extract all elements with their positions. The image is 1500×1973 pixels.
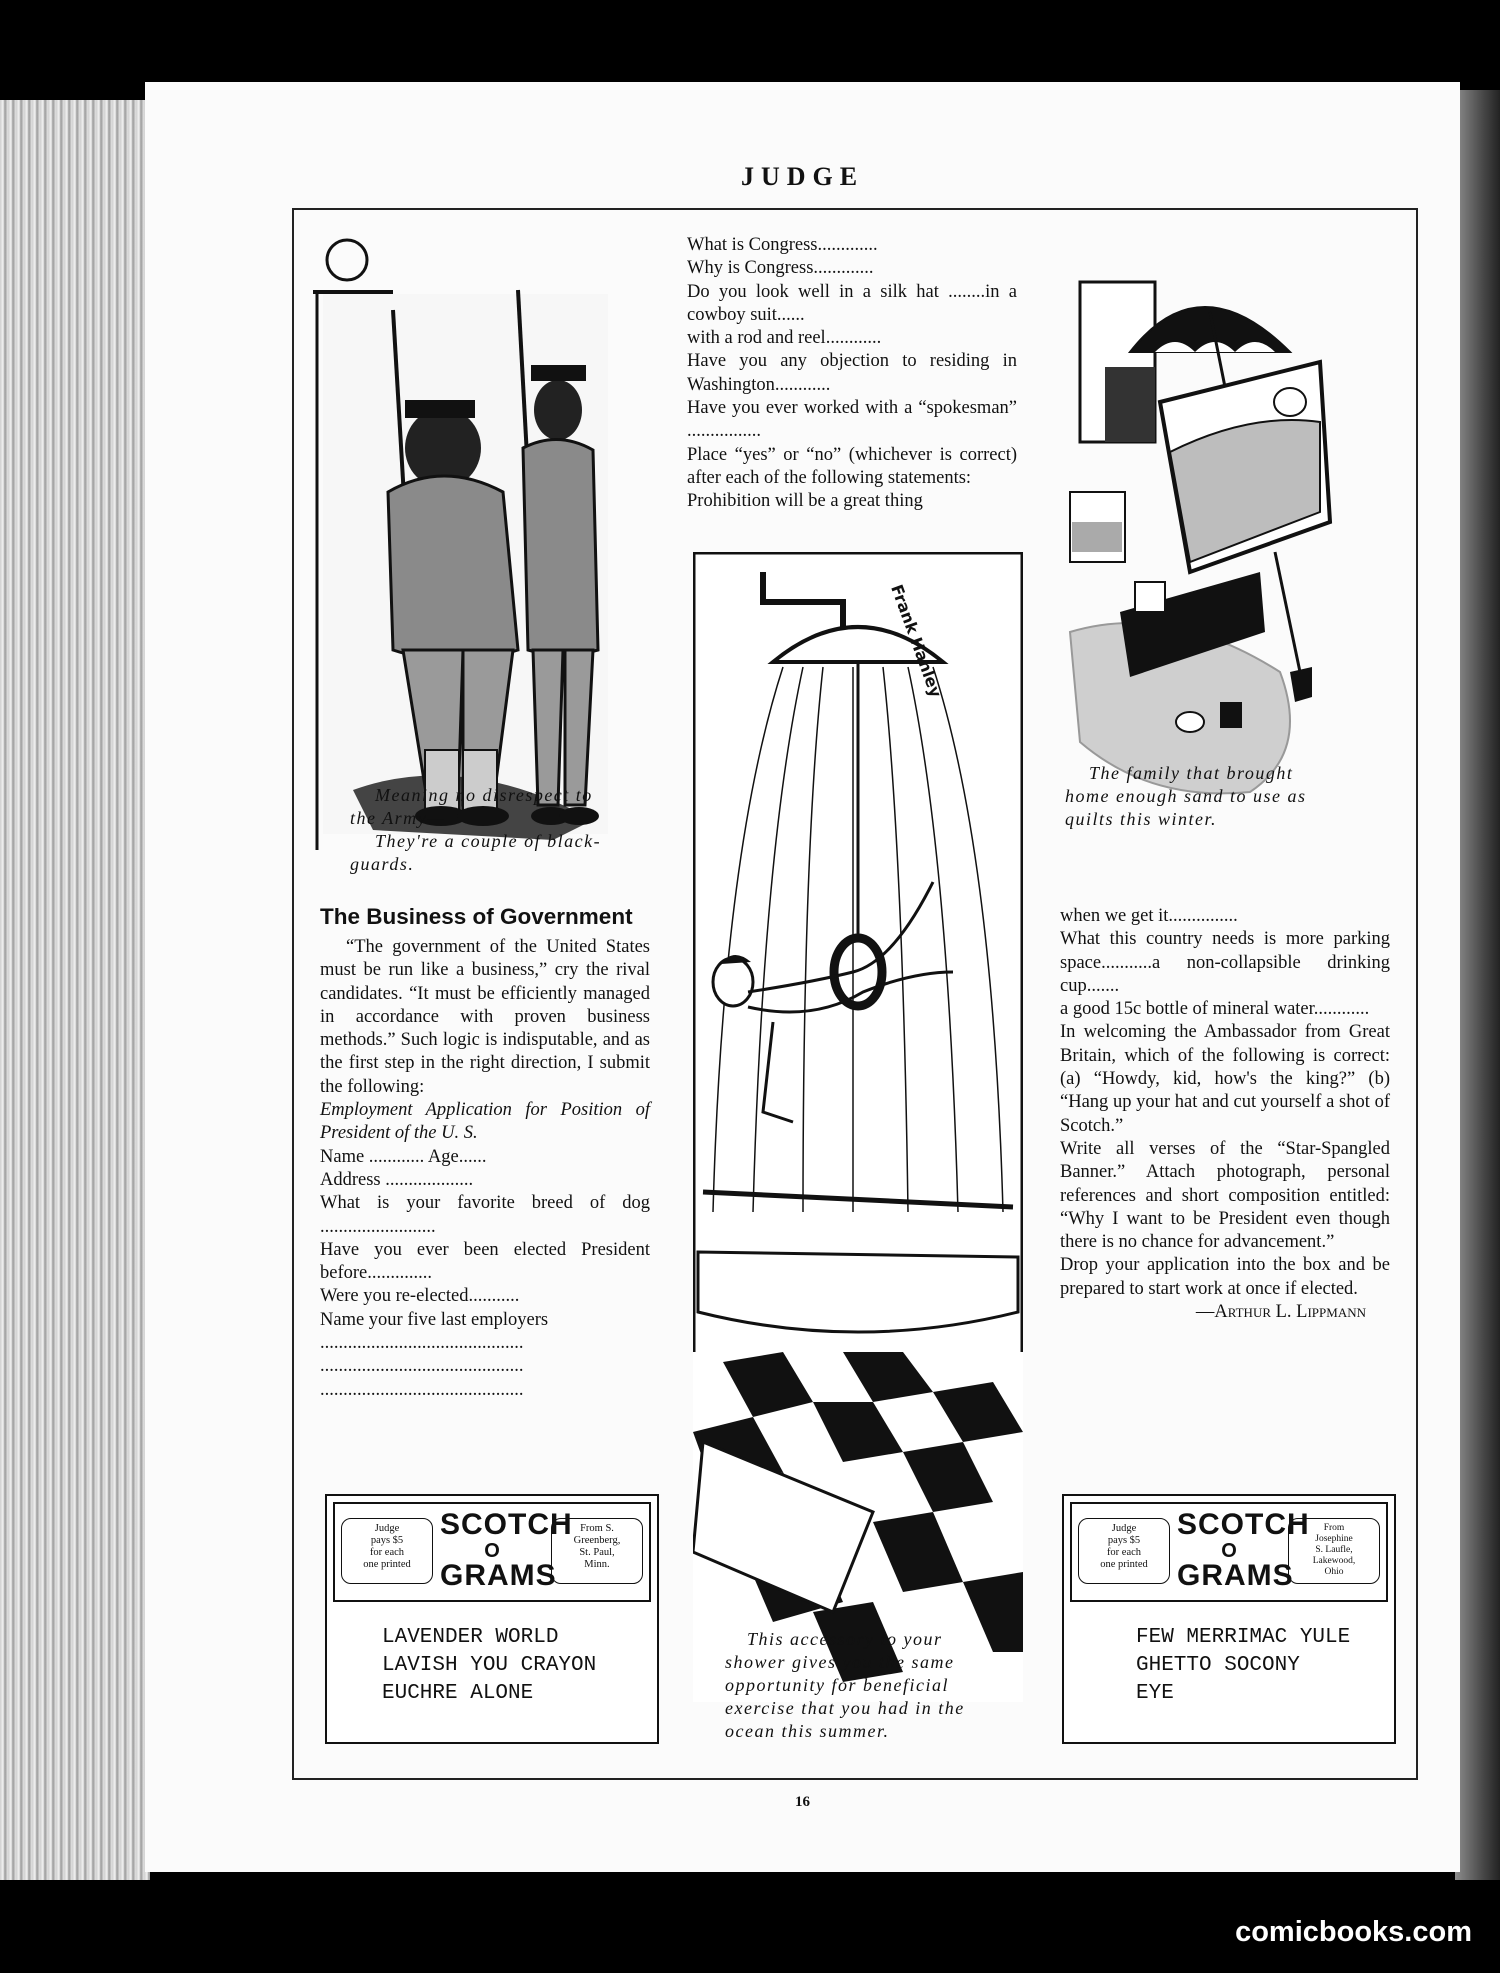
ad-answers <box>1136 1624 1350 1708</box>
form-line: Do you look well in a silk hat ........in a cowboy suit...... <box>687 281 1017 325</box>
form-line: Drop your application into the box and be prepared to start work at once if elected. <box>1060 1255 1390 1299</box>
ad-from-line: S. Laufle, <box>1315 1545 1353 1555</box>
ad-from-line: St. Paul, <box>579 1547 615 1558</box>
article-title: The Business of Government <box>320 904 633 929</box>
ad-from-line: Lakewood, <box>1312 1556 1356 1566</box>
ad-from-note <box>1288 1518 1380 1584</box>
form-line: Place “yes” or “no” (whichever is correct) after each of the following statements: <box>687 444 1017 488</box>
scotch-grams-ad-right <box>1062 1494 1396 1744</box>
form-line: ............................................ <box>320 1356 524 1377</box>
article-center-column <box>687 234 1017 514</box>
form-line: ............................................ <box>320 1379 524 1400</box>
form-line: Write all verses of the “Star-Spangled Banner.” Attach photograph, personal references and short composition entitled: “Why I want to be President even though there is no chance for advancement.” <box>1060 1138 1390 1253</box>
caption-line: home enough sand to use as <box>1065 786 1307 806</box>
logo-top: SCOTCH <box>440 1508 573 1541</box>
ad-answers <box>382 1624 596 1708</box>
ad-pay-line: pays $5 <box>370 1535 404 1546</box>
soldiers-caption <box>350 784 650 876</box>
form-line: What is your favorite breed of dog ......................... <box>320 1193 650 1237</box>
form-line: Have you ever worked with a “spokesman” ................ <box>687 398 1017 442</box>
book-right-edge <box>1455 90 1500 1880</box>
scotch-grams-logo <box>440 1508 573 1594</box>
magazine-page <box>145 82 1460 1872</box>
form-line: Address ................... <box>320 1169 474 1190</box>
form-line: with a rod and reel............ <box>687 328 882 349</box>
ad-from-note <box>551 1518 643 1584</box>
caption-line: The family that brought <box>1089 763 1294 783</box>
form-line: What this country needs is more parking space...........a non-collapsible drinking cup....... <box>1060 929 1390 996</box>
caption-line: This accessory to your <box>747 1629 943 1649</box>
sandy-bed-caption <box>1065 762 1375 831</box>
ad-from-line: Josephine <box>1315 1534 1353 1544</box>
logo-mid: O <box>1221 1540 1237 1562</box>
logo-top: SCOTCH <box>1177 1508 1310 1541</box>
scotch-grams-ad-left <box>325 1494 659 1744</box>
cartoon-signature: Frank Hanley <box>887 582 946 700</box>
ad-header <box>333 1502 651 1602</box>
ad-pay-line: Judge <box>1111 1523 1137 1534</box>
article-left-column <box>320 904 650 1402</box>
ad-from-line: Greenberg, <box>573 1535 621 1546</box>
form-line: In welcoming the Ambassador from Great Britain, which of the following is correct: (a) “Howdy, kid, how's the king?” (b) “Hang up your hat and cut yourself a shot of Scotch.” <box>1060 1022 1390 1136</box>
ad-pay-line: one printed <box>1100 1559 1148 1570</box>
ad-from-line: Minn. <box>584 1559 610 1570</box>
shower-cartoon <box>693 552 1023 1702</box>
form-line: Name ............ Age...... <box>320 1146 487 1167</box>
form-line: a good 15c bottle of mineral water............ <box>1060 999 1370 1020</box>
ad-answer-line: EYE <box>1136 1682 1174 1705</box>
form-line: Name your five last employers <box>320 1309 549 1330</box>
ad-from-line: From <box>1323 1523 1345 1533</box>
ad-answer-line: EUCHRE ALONE <box>382 1682 534 1705</box>
ad-answer-line: LAVISH YOU CRAYON <box>382 1654 597 1677</box>
caption-line: exercise that you had in the <box>725 1698 965 1718</box>
caption-line: Meaning no disrespect to <box>375 785 593 805</box>
ad-from-line: From S. <box>580 1523 614 1534</box>
form-line: Have you any objection to residing in Washington............ <box>687 351 1017 395</box>
form-title: Employment Application for Position of President of the U. S. <box>320 1100 650 1144</box>
ad-answer-line: GHETTO SOCONY <box>1136 1654 1300 1677</box>
ad-answer-line: LAVENDER WORLD <box>382 1626 559 1649</box>
ad-from-line: Ohio <box>1324 1567 1344 1577</box>
ad-pay-line: one printed <box>363 1559 411 1570</box>
soldiers-cartoon <box>313 230 613 860</box>
logo-bottom: GRAMS <box>440 1559 557 1592</box>
article-author: —Arthur L. Lippmann <box>1195 1302 1366 1323</box>
ad-pay-line: for each <box>1106 1547 1142 1558</box>
ad-pay-note <box>341 1518 433 1584</box>
running-head: JUDGE <box>740 162 865 191</box>
sandy-bed-cartoon <box>1050 272 1360 812</box>
form-line: Have you ever been elected President before.............. <box>320 1239 650 1284</box>
shower-caption <box>725 1628 1020 1743</box>
caption-line: the Army— <box>350 808 445 828</box>
form-line: Were you re-elected........... <box>320 1286 520 1307</box>
form-line: What is Congress............. <box>687 235 878 255</box>
caption-line: shower gives you the same <box>725 1652 955 1672</box>
logo-bottom: GRAMS <box>1177 1559 1294 1592</box>
form-line: ............................................ <box>320 1333 524 1354</box>
form-line: when we get it............... <box>1060 906 1238 926</box>
logo-mid: O <box>484 1540 500 1562</box>
caption-line: opportunity for beneficial <box>725 1675 949 1695</box>
site-watermark: comicbooks.com <box>1235 1916 1472 1948</box>
ad-pay-line: pays $5 <box>1107 1535 1141 1546</box>
article-right-column <box>1060 905 1390 1324</box>
book-page-edges <box>0 100 150 1880</box>
scotch-grams-logo <box>1177 1508 1310 1594</box>
caption-line: ocean this summer. <box>725 1721 890 1741</box>
caption-line: guards. <box>350 854 415 874</box>
page-number: 16 <box>795 1794 810 1810</box>
article-intro: “The government of the United States must be run like a business,” cry the rival candidates. “It must be efficiently managed in accordance with proven business methods.” Such logic is indisputable, and as the first step in the right direction, I submit the following: <box>320 937 650 1097</box>
ad-pay-line: for each <box>369 1547 405 1558</box>
caption-line: They're a couple of black- <box>375 831 602 851</box>
ad-header <box>1070 1502 1388 1602</box>
ad-answer-line: FEW MERRIMAC YULE <box>1136 1626 1351 1649</box>
caption-line: quilts this winter. <box>1065 809 1218 829</box>
form-line: Why is Congress............. <box>687 258 874 279</box>
form-line: Prohibition will be a great thing <box>687 491 923 512</box>
ad-pay-note <box>1078 1518 1170 1584</box>
ad-pay-line: Judge <box>374 1523 400 1534</box>
